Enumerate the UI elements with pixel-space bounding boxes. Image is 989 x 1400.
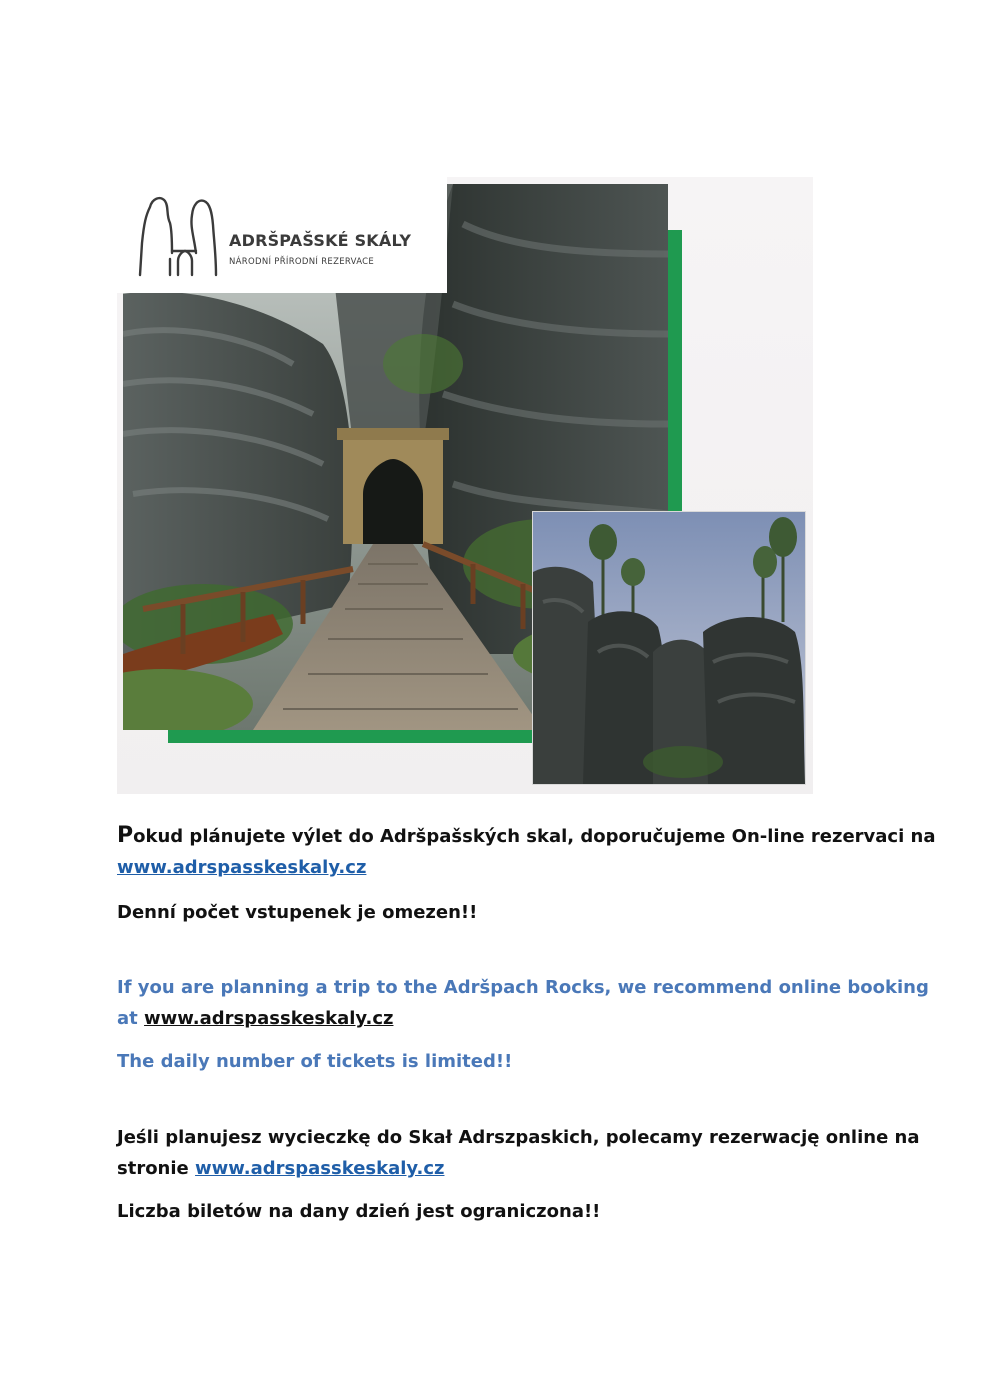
logo-subtitle: NÁRODNÍ PŘÍRODNÍ REZERVACE — [229, 257, 375, 267]
polish-line1: Jeśli planujesz wycieczkę do Skał Adrszpaskich, polecamy rezerwację online na — [117, 1127, 920, 1148]
polish-note: Liczba biletów na dany dzień jest ograniczona!! — [117, 1201, 601, 1222]
rock-towers-gate-icon — [138, 193, 218, 277]
czech-booking-link[interactable]: www.adrspasskeskaly.cz — [117, 857, 367, 878]
polish-line2-prefix: stronie — [117, 1158, 189, 1179]
english-booking-link[interactable]: www.adrspasskeskaly.cz — [144, 1008, 394, 1029]
english-line1: If you are planning a trip to the Adršpach Rocks, we recommend online booking — [117, 977, 929, 998]
polish-booking-link[interactable]: www.adrspasskeskaly.cz — [195, 1158, 445, 1179]
english-paragraph — [117, 972, 929, 1034]
czech-note: Denní počet vstupenek je omezen!! — [117, 902, 478, 923]
czech-paragraph — [117, 820, 936, 883]
czech-drop-letter: P — [117, 823, 134, 848]
czech-line1: okud plánujete výlet do Adršpašských skal, doporučujeme On-line rezervaci na — [133, 826, 936, 847]
logo-box — [117, 177, 447, 293]
english-note: The daily number of tickets is limited!! — [117, 1051, 513, 1072]
english-line2-prefix: at — [117, 1008, 138, 1029]
logo-title: ADRŠPAŠSKÉ SKÁLY — [229, 231, 412, 250]
polish-paragraph — [117, 1122, 920, 1184]
rock-towers-photo — [532, 511, 806, 785]
